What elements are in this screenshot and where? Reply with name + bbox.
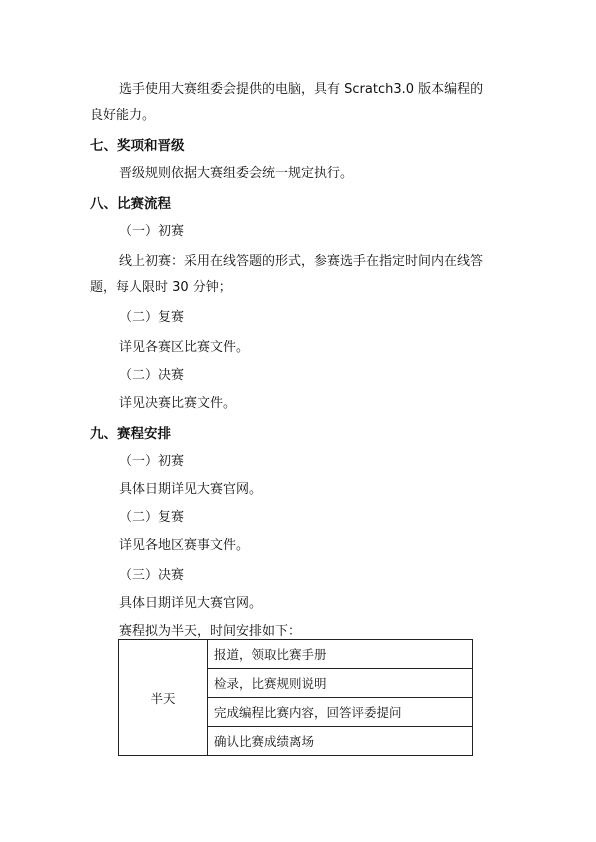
section-9-heading: 九、赛程安排 bbox=[90, 426, 171, 442]
table-row bbox=[119, 640, 473, 669]
section-8-sub-3-body: 详见决赛比赛文件。 bbox=[119, 396, 237, 411]
section-7-heading: 七、奖项和晋级 bbox=[90, 138, 185, 154]
table-cell: 检录，比赛规则说明 bbox=[208, 669, 473, 698]
period-cell: 半天 bbox=[119, 640, 208, 756]
section-8-sub-3: （二）决赛 bbox=[119, 368, 185, 383]
section-8-sub-1-line-2: 题，每人限时 30 分钟； bbox=[90, 280, 232, 295]
section-9-sub-1-body: 具体日期详见大赛官网。 bbox=[119, 482, 263, 497]
schedule-table bbox=[118, 639, 473, 756]
section-9-sub-1: （一）初赛 bbox=[119, 454, 185, 469]
section-7-body: 晋级规则依据大赛组委会统一规定执行。 bbox=[119, 166, 354, 181]
intro-line-2: 良好能力。 bbox=[90, 108, 156, 123]
section-9-sub-3-body: 具体日期详见大赛官网。 bbox=[119, 596, 263, 611]
table-cell: 报道，领取比赛手册 bbox=[208, 640, 473, 669]
intro-line-1: 选手使用大赛组委会提供的电脑，具有 Scratch3.0 版本编程的 bbox=[119, 82, 484, 97]
section-8-sub-1: （一）初赛 bbox=[119, 224, 185, 239]
table-cell: 确认比赛成绩离场 bbox=[208, 727, 473, 756]
section-9-sub-2-body: 详见各地区赛事文件。 bbox=[119, 538, 250, 553]
section-8-heading: 八、比赛流程 bbox=[90, 196, 171, 212]
schedule-intro: 赛程拟为半天，时间安排如下： bbox=[119, 624, 302, 639]
section-8-sub-2: （二）复赛 bbox=[119, 310, 185, 325]
section-9-sub-3: （三）决赛 bbox=[119, 568, 185, 583]
section-8-sub-1-line-1: 线上初赛：采用在线答题的形式，参赛选手在指定时间内在线答 bbox=[119, 254, 484, 269]
table-cell: 完成编程比赛内容，回答评委提问 bbox=[208, 698, 473, 727]
section-8-sub-2-body: 详见各赛区比赛文件。 bbox=[119, 340, 250, 355]
section-9-sub-2: （二）复赛 bbox=[119, 510, 185, 525]
